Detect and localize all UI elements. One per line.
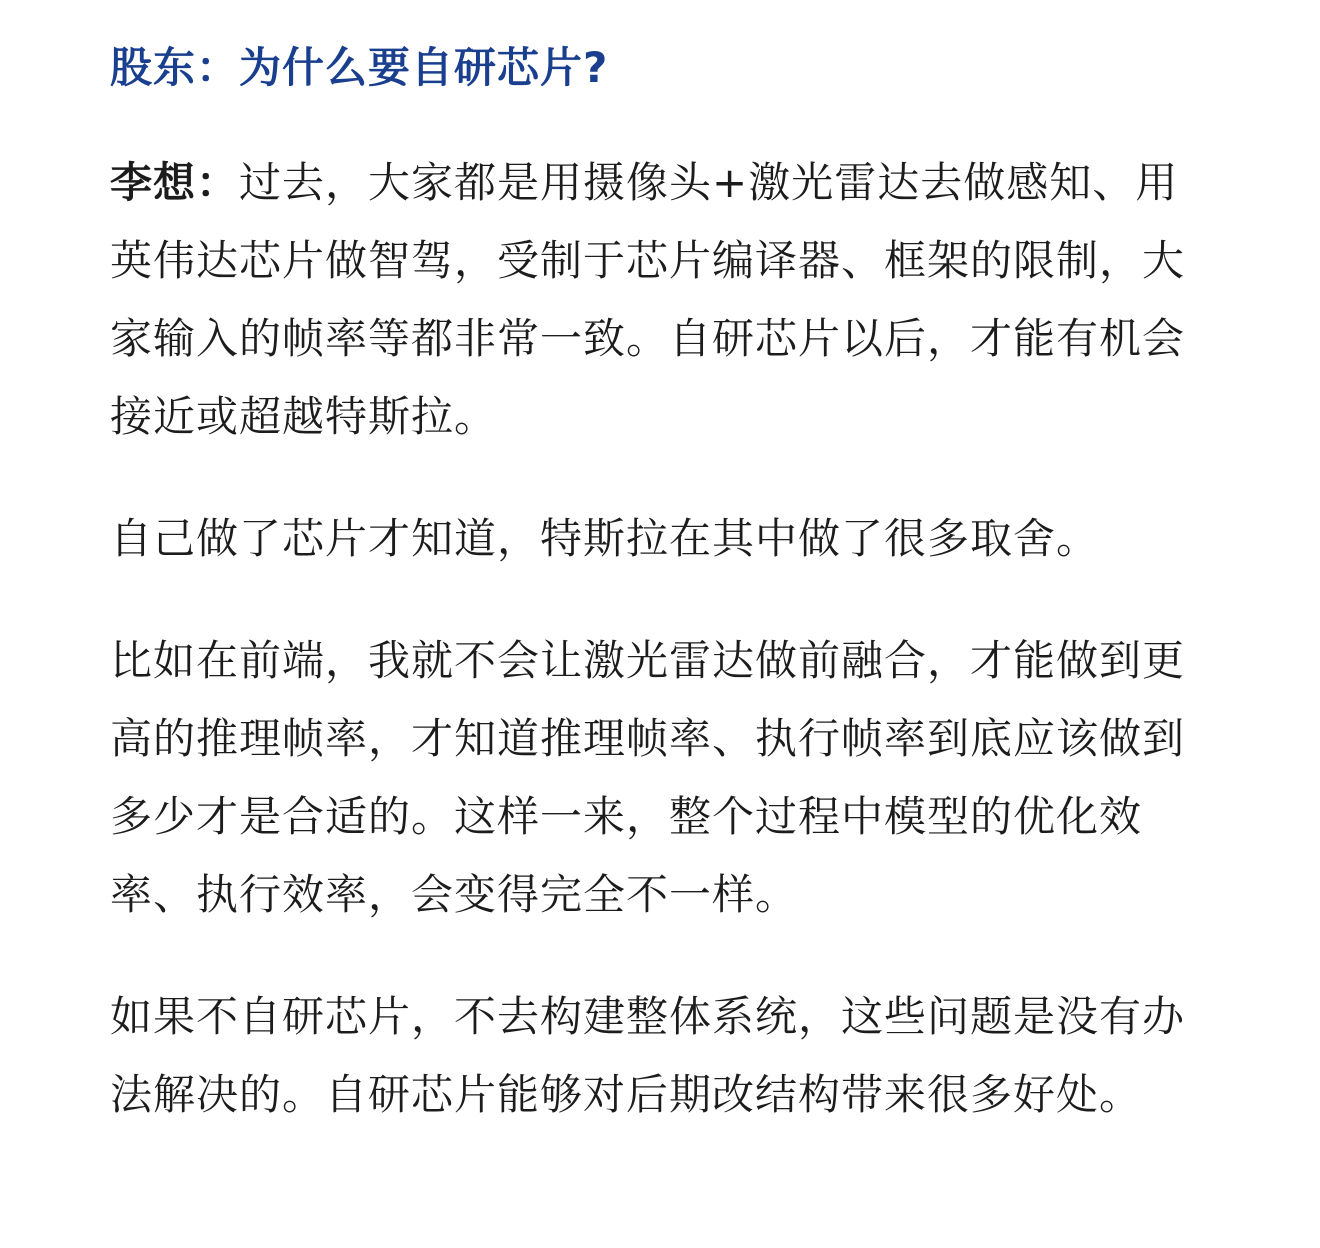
answer-paragraph-4: 如果不自研芯片，不去构建整体系统，这些问题是没有办法解决的。自研芯片能够对后期改结构带来很多好处。	[110, 992, 1186, 1119]
answer-paragraph-1-text: 过去，大家都是用摄像头+激光雷达去做感知、用英伟达芯片做智驾，受制于芯片编译器、框架的限制，大家输入的帧率等都非常一致。自研芯片以后，才能有机会接近或超越特斯拉。	[110, 158, 1186, 441]
answer-paragraph-2: 自己做了芯片才知道，特斯拉在其中做了很多取舍。	[110, 514, 1100, 563]
answer-paragraph-3: 比如在前端，我就不会让激光雷达做前融合，才能做到更高的推理帧率，才知道推理帧率、执行帧率到底应该做到多少才是合适的。这样一来，整个过程中模型的优化效率、执行效率，会变得完全不一样。	[110, 636, 1186, 919]
question-heading: 股东：为什么要自研芯片?	[110, 43, 609, 92]
answer-paragraph-1	[110, 144, 1220, 456]
speaker-label: 李想：	[110, 158, 240, 207]
article	[110, 0, 1220, 1134]
